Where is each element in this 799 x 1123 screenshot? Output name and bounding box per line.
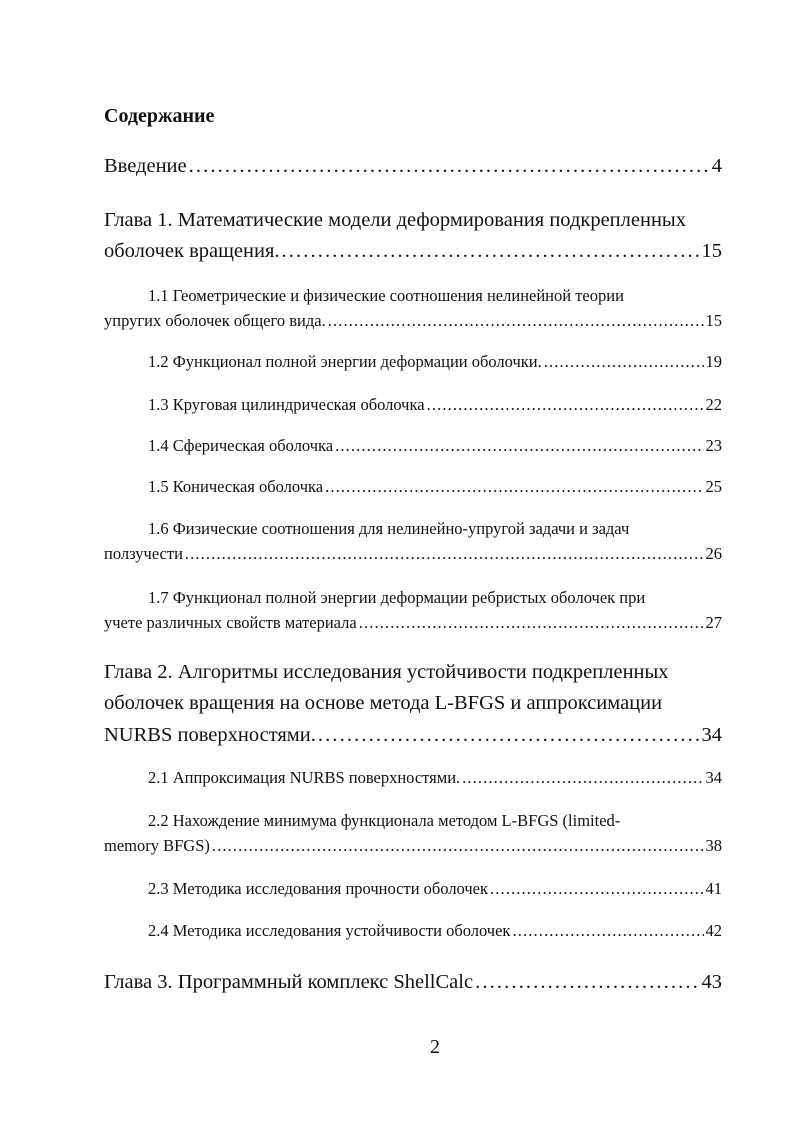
toc-entry-page: 25 (705, 477, 722, 496)
toc-entry-page: 15 (701, 240, 722, 262)
toc-entry-chapter-1[interactable] (104, 240, 722, 263)
toc-entry-section-1-4[interactable] (148, 436, 722, 456)
toc-entry-page: 38 (705, 836, 722, 855)
page-number: 2 (430, 1036, 440, 1058)
toc-entry-text: 2.4 Методика исследования устойчивости оболочек (148, 921, 511, 940)
toc-entry-section-1-1[interactable] (104, 311, 722, 331)
toc-entry-text: оболочек вращения. (104, 240, 280, 262)
toc-entry-section-2-3[interactable] (148, 879, 722, 899)
toc-entry-page: 15 (705, 311, 722, 330)
toc-entry-chapter-2[interactable] (104, 724, 722, 747)
toc-entry-text: 1.3 Круговая цилиндрическая оболочка (148, 395, 425, 414)
dot-leader (512, 921, 703, 941)
toc-entry-text: Введение (104, 155, 187, 177)
toc-entry-text: 1.4 Сферическая оболочка (148, 436, 334, 455)
toc-entry-chapter-3[interactable] (104, 971, 722, 994)
toc-entry-text: упругих оболочек общего вида. (104, 311, 326, 330)
toc-entry-page: 42 (705, 921, 722, 940)
toc-entry-text: 2.1 Аппроксимация NURBS поверхностями. (148, 768, 461, 787)
toc-chapter-2-line2: оболочек вращения на основе метода L-BFGS и аппроксимации (104, 692, 663, 714)
toc-entry-page: 19 (705, 352, 722, 371)
dot-leader (325, 477, 703, 497)
toc-entry-page: 27 (705, 613, 722, 632)
toc-entry-text: NURBS поверхностями. (104, 724, 316, 746)
toc-entry-page: 23 (705, 436, 722, 455)
dot-leader (475, 971, 699, 994)
toc-entry-text: memory BFGS) (104, 836, 210, 855)
dot-leader (490, 879, 703, 899)
dot-leader (359, 613, 704, 633)
toc-entry-section-1-5[interactable] (148, 477, 722, 497)
dot-leader (544, 352, 704, 372)
toc-entry-section-1-3[interactable] (148, 395, 722, 415)
dot-leader (335, 436, 703, 456)
toc-entry-text: Глава 3. Программный комплекс ShellCalc (104, 971, 474, 993)
toc-entry-text: ползучести (104, 544, 183, 563)
toc-entry-text: 2.3 Методика исследования прочности оболочек (148, 879, 489, 898)
toc-entry-text: 1.2 Функционал полной энергии деформации оболочки. (148, 352, 542, 371)
toc-entry-section-2-2[interactable] (104, 836, 722, 856)
toc-section-1-7-line1: 1.7 Функционал полной энергии деформации ребристых оболочек при (148, 588, 646, 607)
toc-entry-text: учете различных свойств материала (104, 613, 357, 632)
toc-entry-text: 1.5 Коническая оболочка (148, 477, 324, 496)
toc-entry-page: 34 (705, 768, 722, 787)
toc-section-2-2-line1: 2.2 Нахождение минимума функционала методом L-BFGS (limited- (148, 811, 621, 830)
dot-leader (427, 395, 704, 415)
toc-section-1-1-line1: 1.1 Геометрические и физические соотношения нелинейной теории (148, 286, 624, 305)
toc-chapter-2-line1: Глава 2. Алгоритмы исследования устойчивости подкрепленных (104, 661, 669, 683)
dot-leader (189, 155, 710, 178)
dot-leader (282, 240, 700, 263)
toc-entry-page: 22 (705, 395, 722, 414)
toc-entry-section-2-4[interactable] (148, 921, 722, 941)
dot-leader (462, 768, 703, 788)
dot-leader (212, 836, 704, 856)
dot-leader (185, 544, 704, 564)
toc-entry-section-1-2[interactable] (148, 352, 722, 372)
dot-leader (318, 724, 700, 747)
dot-leader (328, 311, 704, 331)
toc-section-1-6-line1: 1.6 Физические соотношения для нелинейно-упругой задачи и задач (148, 519, 630, 538)
toc-entry-page: 43 (701, 971, 722, 993)
toc-entry-intro[interactable] (104, 155, 722, 178)
toc-entry-section-2-1[interactable] (148, 768, 722, 788)
toc-entry-page: 26 (705, 544, 722, 563)
toc-entry-section-1-6[interactable] (104, 544, 722, 564)
toc-entry-page: 34 (701, 724, 722, 746)
toc-entry-page: 41 (705, 879, 722, 898)
toc-entry-section-1-7[interactable] (104, 613, 722, 633)
toc-entry-page: 4 (711, 155, 722, 177)
toc-chapter-1-line1: Глава 1. Математические модели деформирования подкрепленных (104, 209, 686, 231)
toc-title: Содержание (104, 105, 215, 127)
